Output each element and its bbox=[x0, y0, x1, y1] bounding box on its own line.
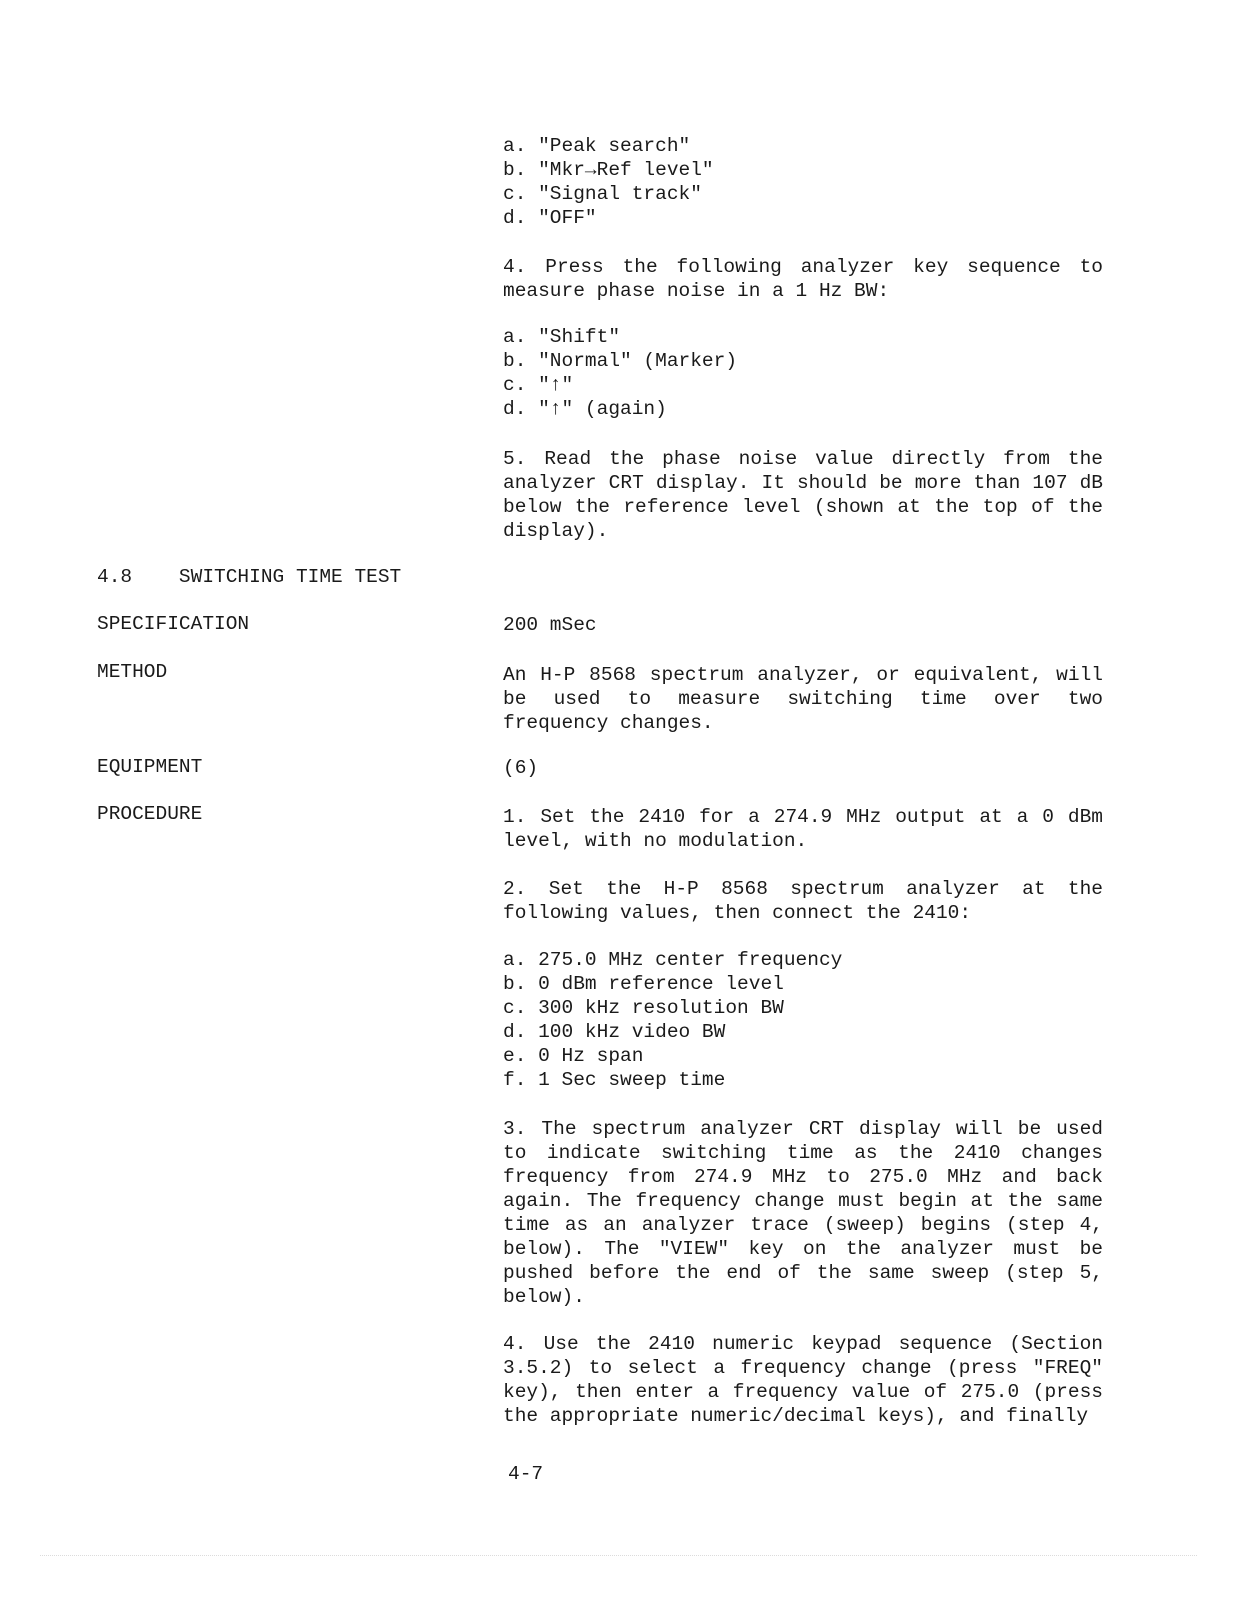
list-item: c. "Signal track" bbox=[503, 183, 702, 205]
list-item: d. "OFF" bbox=[503, 207, 597, 229]
equipment-value-block bbox=[503, 756, 1103, 780]
step4-procedure-text: 4. Use the 2410 numeric keypad sequence (Section 3.5.2) to select a frequency change (press "FREQ" key), then enter a frequency value of 275.0 (press the appropriate numeric/decimal keys), and finally bbox=[503, 1333, 1103, 1427]
list-item: c. 300 kHz resolution BW bbox=[503, 997, 784, 1019]
procedure-step1 bbox=[503, 805, 1103, 853]
section-title: SWITCHING TIME TEST bbox=[178, 566, 402, 588]
list-item: a. "Shift" bbox=[503, 326, 621, 348]
step3-text: 3. The spectrum analyzer CRT display will be used to indicate switching time as the 2410 changes frequency from 274.9 MHz to 275.0 MHz and back again. The frequency change must begin at the same time as an analyzer trace (sweep) begins (step 4, below). The "VIEW" key on the analyzer must be pushed before the end of the same sweep (step 5, below). bbox=[503, 1118, 1103, 1308]
scan-edge-divider bbox=[40, 1555, 1197, 1556]
step4-paragraph bbox=[503, 255, 1103, 303]
page-number: 4-7 bbox=[508, 1463, 544, 1485]
list-item: a. 275.0 MHz center frequency bbox=[503, 949, 843, 971]
step2-list bbox=[503, 948, 1103, 1092]
specification-value: 200 mSec bbox=[503, 614, 597, 636]
specification-value-block bbox=[503, 613, 1103, 637]
method-block bbox=[503, 663, 1103, 735]
step2-text: 2. Set the H-P 8568 spectrum analyzer at the following values, then connect the 2410: bbox=[503, 878, 1103, 924]
list-item: a. "Peak search" bbox=[503, 135, 691, 157]
list-item: c. "↑" bbox=[503, 374, 574, 396]
procedure-step3 bbox=[503, 1117, 1103, 1309]
method-text: An H-P 8568 spectrum analyzer, or equivalent, will be used to measure switching time over two frequency changes. bbox=[503, 664, 1103, 734]
list-item: e. 0 Hz span bbox=[503, 1045, 644, 1067]
step3-list bbox=[503, 134, 1103, 230]
step5-text: 5. Read the phase noise value directly from the analyzer CRT display. It should be more than 107 dB below the reference level (shown at the top of the display). bbox=[503, 448, 1103, 542]
equipment-value: (6) bbox=[503, 757, 539, 779]
step5-paragraph bbox=[503, 447, 1103, 543]
step4-list bbox=[503, 325, 1103, 421]
specification-label: SPECIFICATION bbox=[97, 613, 250, 635]
list-item: f. 1 Sec sweep time bbox=[503, 1069, 726, 1091]
section-heading bbox=[97, 565, 401, 589]
list-item: d. 100 kHz video BW bbox=[503, 1021, 726, 1043]
step4-text: 4. Press the following analyzer key sequence to measure phase noise in a 1 Hz BW: bbox=[503, 256, 1103, 302]
step1-text: 1. Set the 2410 for a 274.9 MHz output at a 0 dBm level, with no modulation. bbox=[503, 806, 1103, 852]
list-item: b. "Normal" (Marker) bbox=[503, 350, 738, 372]
procedure-step4 bbox=[503, 1332, 1103, 1428]
section-number: 4.8 bbox=[97, 566, 133, 588]
list-item: b. "Mkr→Ref level" bbox=[503, 159, 714, 181]
procedure-label: PROCEDURE bbox=[97, 803, 203, 825]
equipment-label: EQUIPMENT bbox=[97, 756, 203, 778]
method-label: METHOD bbox=[97, 661, 168, 683]
list-item: b. 0 dBm reference level bbox=[503, 973, 784, 995]
procedure-step2 bbox=[503, 877, 1103, 925]
list-item: d. "↑" (again) bbox=[503, 398, 667, 420]
